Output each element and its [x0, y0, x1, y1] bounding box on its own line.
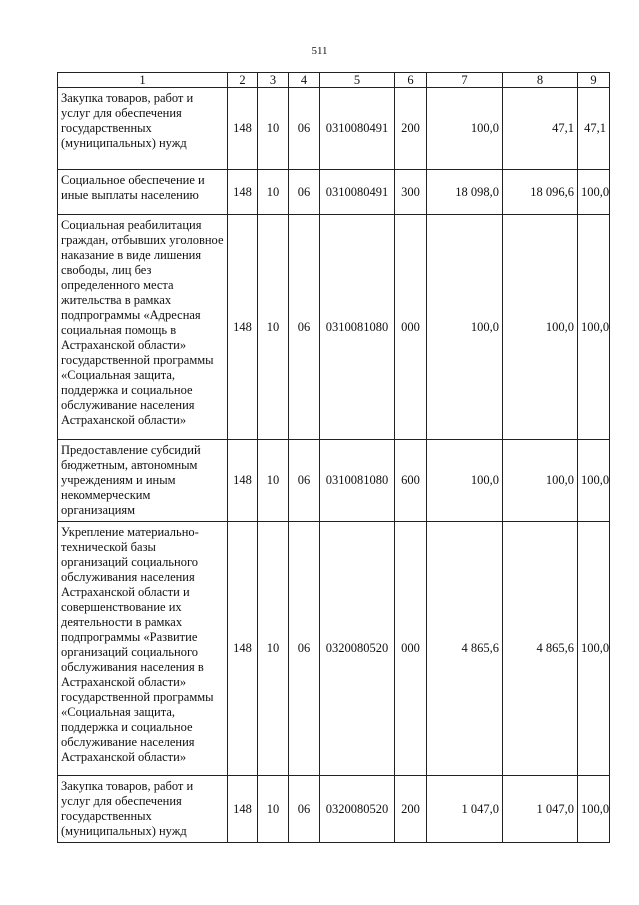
cell-col5: 0320080520 [320, 522, 395, 776]
cell-col7: 100,0 [427, 440, 503, 522]
cell-col3: 10 [258, 440, 289, 522]
column-header: 6 [395, 73, 427, 88]
table-row [58, 776, 610, 843]
cell-col9: 100,0 [578, 215, 610, 440]
cell-col8: 47,1 [503, 88, 578, 170]
table-row [58, 170, 610, 215]
cell-col6: 200 [395, 776, 427, 843]
cell-col5: 0310080491 [320, 170, 395, 215]
row-description: Социальная реабилитация граждан, отбывших уголовное наказание в виде лишения свободы, лиц без определенного места жительства в рамках подпрограммы «Адресная социальная помощь в Астраханской области» государственной программы «Социальная защита, поддержка и социальное обслуживание населения Астраханской области» [58, 215, 228, 440]
cell-col6: 300 [395, 170, 427, 215]
cell-col2: 148 [228, 440, 258, 522]
table-row [58, 88, 610, 170]
cell-col8: 100,0 [503, 440, 578, 522]
cell-col5: 0320080520 [320, 776, 395, 843]
column-header: 9 [578, 73, 610, 88]
cell-col6: 200 [395, 88, 427, 170]
table-row [58, 215, 610, 440]
cell-col9: 47,1 [578, 88, 610, 170]
cell-col3: 10 [258, 776, 289, 843]
budget-table [57, 72, 610, 843]
cell-col6: 600 [395, 440, 427, 522]
cell-col5: 0310080491 [320, 88, 395, 170]
row-description: Закупка товаров, работ и услуг для обеспечения государственных (муниципальных) нужд [58, 776, 228, 843]
cell-col9: 100,0 [578, 170, 610, 215]
row-description: Социальное обеспечение и иные выплаты населению [58, 170, 228, 215]
cell-col6: 000 [395, 522, 427, 776]
cell-col4: 06 [289, 170, 320, 215]
cell-col8: 4 865,6 [503, 522, 578, 776]
row-description: Предоставление субсидий бюджетным, автономным учреждениям и иным некоммерческим организациям [58, 440, 228, 522]
cell-col4: 06 [289, 522, 320, 776]
column-header: 2 [228, 73, 258, 88]
cell-col7: 18 098,0 [427, 170, 503, 215]
cell-col2: 148 [228, 215, 258, 440]
cell-col6: 000 [395, 215, 427, 440]
cell-col7: 4 865,6 [427, 522, 503, 776]
cell-col4: 06 [289, 776, 320, 843]
cell-col3: 10 [258, 88, 289, 170]
cell-col7: 100,0 [427, 88, 503, 170]
cell-col2: 148 [228, 776, 258, 843]
column-header: 8 [503, 73, 578, 88]
cell-col3: 10 [258, 215, 289, 440]
row-description: Закупка товаров, работ и услуг для обеспечения государственных (муниципальных) нужд [58, 88, 228, 170]
cell-col5: 0310081080 [320, 440, 395, 522]
cell-col7: 100,0 [427, 215, 503, 440]
column-header: 4 [289, 73, 320, 88]
cell-col4: 06 [289, 88, 320, 170]
column-header: 5 [320, 73, 395, 88]
cell-col9: 100,0 [578, 440, 610, 522]
row-description: Укрепление материально-технической базы организаций социального обслуживания населения Астраханской области и совершенствование их деятельности в рамках подпрограммы «Развитие организаций социального обслуживания населения в Астраханской области» государственной программы «Социальная защита, поддержка и социальное обслуживание населения Астраханской области» [58, 522, 228, 776]
table-row [58, 440, 610, 522]
cell-col8: 18 096,6 [503, 170, 578, 215]
cell-col9: 100,0 [578, 522, 610, 776]
cell-col4: 06 [289, 440, 320, 522]
cell-col2: 148 [228, 88, 258, 170]
table-row [58, 522, 610, 776]
cell-col8: 100,0 [503, 215, 578, 440]
cell-col7: 1 047,0 [427, 776, 503, 843]
cell-col2: 148 [228, 170, 258, 215]
column-header: 7 [427, 73, 503, 88]
column-header: 1 [58, 73, 228, 88]
cell-col2: 148 [228, 522, 258, 776]
cell-col5: 0310081080 [320, 215, 395, 440]
cell-col8: 1 047,0 [503, 776, 578, 843]
cell-col4: 06 [289, 215, 320, 440]
cell-col3: 10 [258, 522, 289, 776]
cell-col3: 10 [258, 170, 289, 215]
table-header-row [58, 73, 610, 88]
cell-col9: 100,0 [578, 776, 610, 843]
page-number: 511 [311, 45, 328, 57]
column-header: 3 [258, 73, 289, 88]
